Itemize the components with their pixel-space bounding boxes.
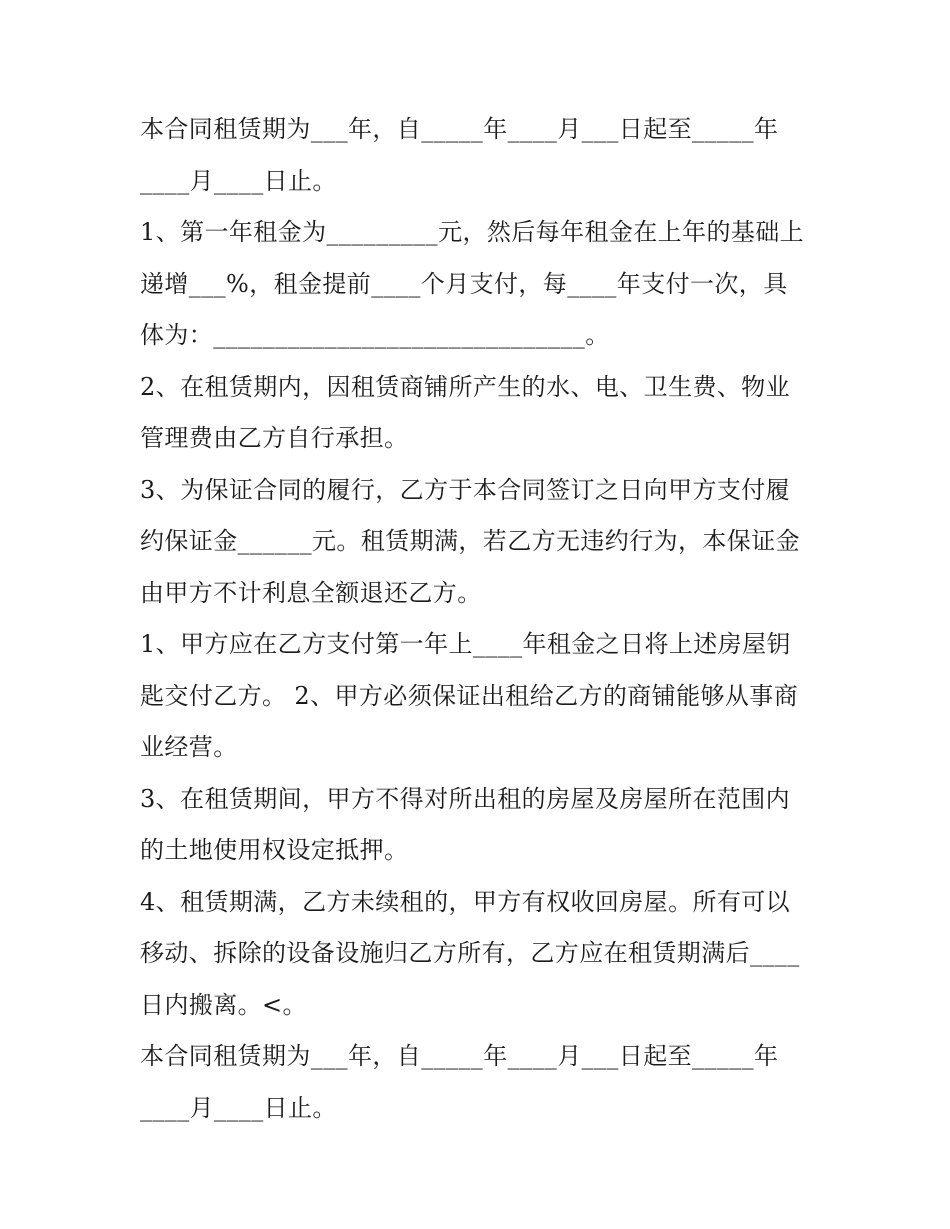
text-line: ____月____日止。	[140, 1093, 337, 1122]
text-line: 4、租赁期满，乙方未续租的，甲方有权收回房屋。所有可以	[140, 887, 791, 916]
text-line: 本合同租赁期为___年，自_____年____月___日起至_____年	[140, 115, 779, 143]
text-line: 的土地使用权设定抵押。	[140, 836, 409, 864]
text-line: ____月____日止。	[140, 166, 337, 195]
text-line: 约保证金______元。租赁期满，若乙方无违约行为，本保证金	[140, 527, 800, 555]
text-line: 2、在租赁期内，因租赁商铺所产生的水、电、卫生费、物业	[140, 372, 791, 401]
text-line: 本合同租赁期为___年，自_____年____月___日起至_____年	[140, 1042, 779, 1070]
text-line: 1、第一年租金为_________元，然后每年租金在上年的基础上	[140, 218, 805, 246]
text-line: 移动、拆除的设备设施归乙方所有，乙方应在租赁期满后____	[140, 939, 800, 967]
document-body	[140, 104, 820, 1134]
text-line: 1、甲方应在乙方支付第一年上____年租金之日将上述房屋钥	[140, 630, 791, 658]
text-line: 日内搬离。<。	[140, 990, 307, 1019]
text-line: 3、为保证合同的履行，乙方于本合同签订之日向甲方支付履	[140, 475, 791, 504]
text-line: 管理费由乙方自行承担。	[140, 424, 409, 452]
text-line: 体为：______________________________。	[140, 321, 610, 349]
text-line: 由甲方不计利息全额退还乙方。	[140, 578, 482, 607]
text-line: 递增___%，租金提前____个月支付，每____年支付一次，具	[140, 269, 788, 298]
text-line: 匙交付乙方。 2、甲方必须保证出租给乙方的商铺能够从事商	[140, 681, 799, 710]
text-line: 业经营。	[140, 733, 238, 761]
text-line: 3、在租赁期间，甲方不得对所出租的房屋及房屋所在范围内	[140, 784, 791, 813]
